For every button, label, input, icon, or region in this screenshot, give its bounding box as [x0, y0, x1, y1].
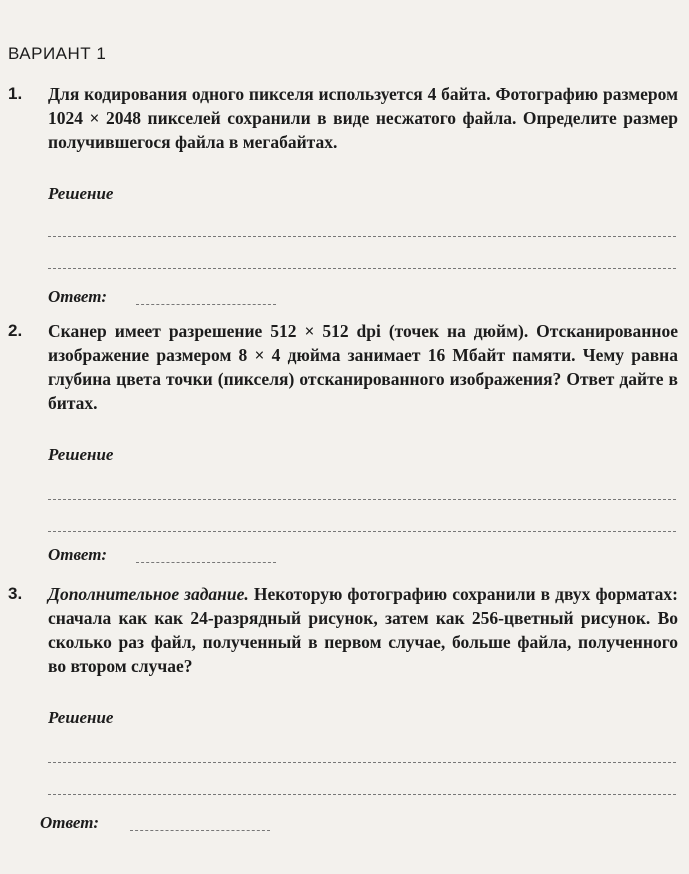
answer-label: Ответ:	[40, 813, 100, 832]
task-prefix: Дополнительное задание.	[48, 584, 249, 604]
task-body: Для кодирования одного пикселя используется 4 байта. Фотографию размером 1024 × 2048 пикселей сохранили в виде несжатого файла. Определите размер получившегося файла в мегабайтах.	[48, 84, 678, 152]
solution-label: Решение	[48, 708, 114, 727]
task-body: Сканер имеет разрешение 512 × 512 dpi (точек на дюйм). Отсканированное изображение размером 8 × 4 дюйма занимает 16 Мбайт памяти. Чему равна глубина цвета точки (пикселя) отсканированного изображения? Ответ дайте в битах.	[48, 321, 678, 413]
solution-label: Решение	[48, 184, 114, 203]
answer-label: Ответ:	[48, 287, 108, 306]
solution-line[interactable]	[48, 531, 676, 532]
task-text	[48, 582, 678, 678]
answer-blank[interactable]	[130, 830, 270, 831]
answer-blank[interactable]	[136, 562, 276, 563]
answer-label: Ответ:	[48, 545, 108, 564]
task-number: 3.	[8, 584, 23, 603]
variant-title: ВАРИАНТ 1	[8, 44, 107, 63]
task-number: 1.	[8, 84, 23, 103]
task-text	[48, 319, 678, 415]
solution-line[interactable]	[48, 762, 676, 763]
answer-blank[interactable]	[136, 304, 276, 305]
task-number: 2.	[8, 321, 23, 340]
task-text	[48, 82, 678, 154]
solution-line[interactable]	[48, 268, 676, 269]
solution-line[interactable]	[48, 236, 676, 237]
task-body: Некоторую фотографию сохранили в двух форматах: сначала как как 24-разрядный рисунок, затем как 256-цветный рисунок. Во сколько раз файл, полученный в первом случае, больше файла, полученного во втором случае?	[48, 584, 679, 676]
solution-line[interactable]	[48, 794, 676, 795]
solution-line[interactable]	[48, 499, 676, 500]
solution-label: Решение	[48, 445, 114, 464]
